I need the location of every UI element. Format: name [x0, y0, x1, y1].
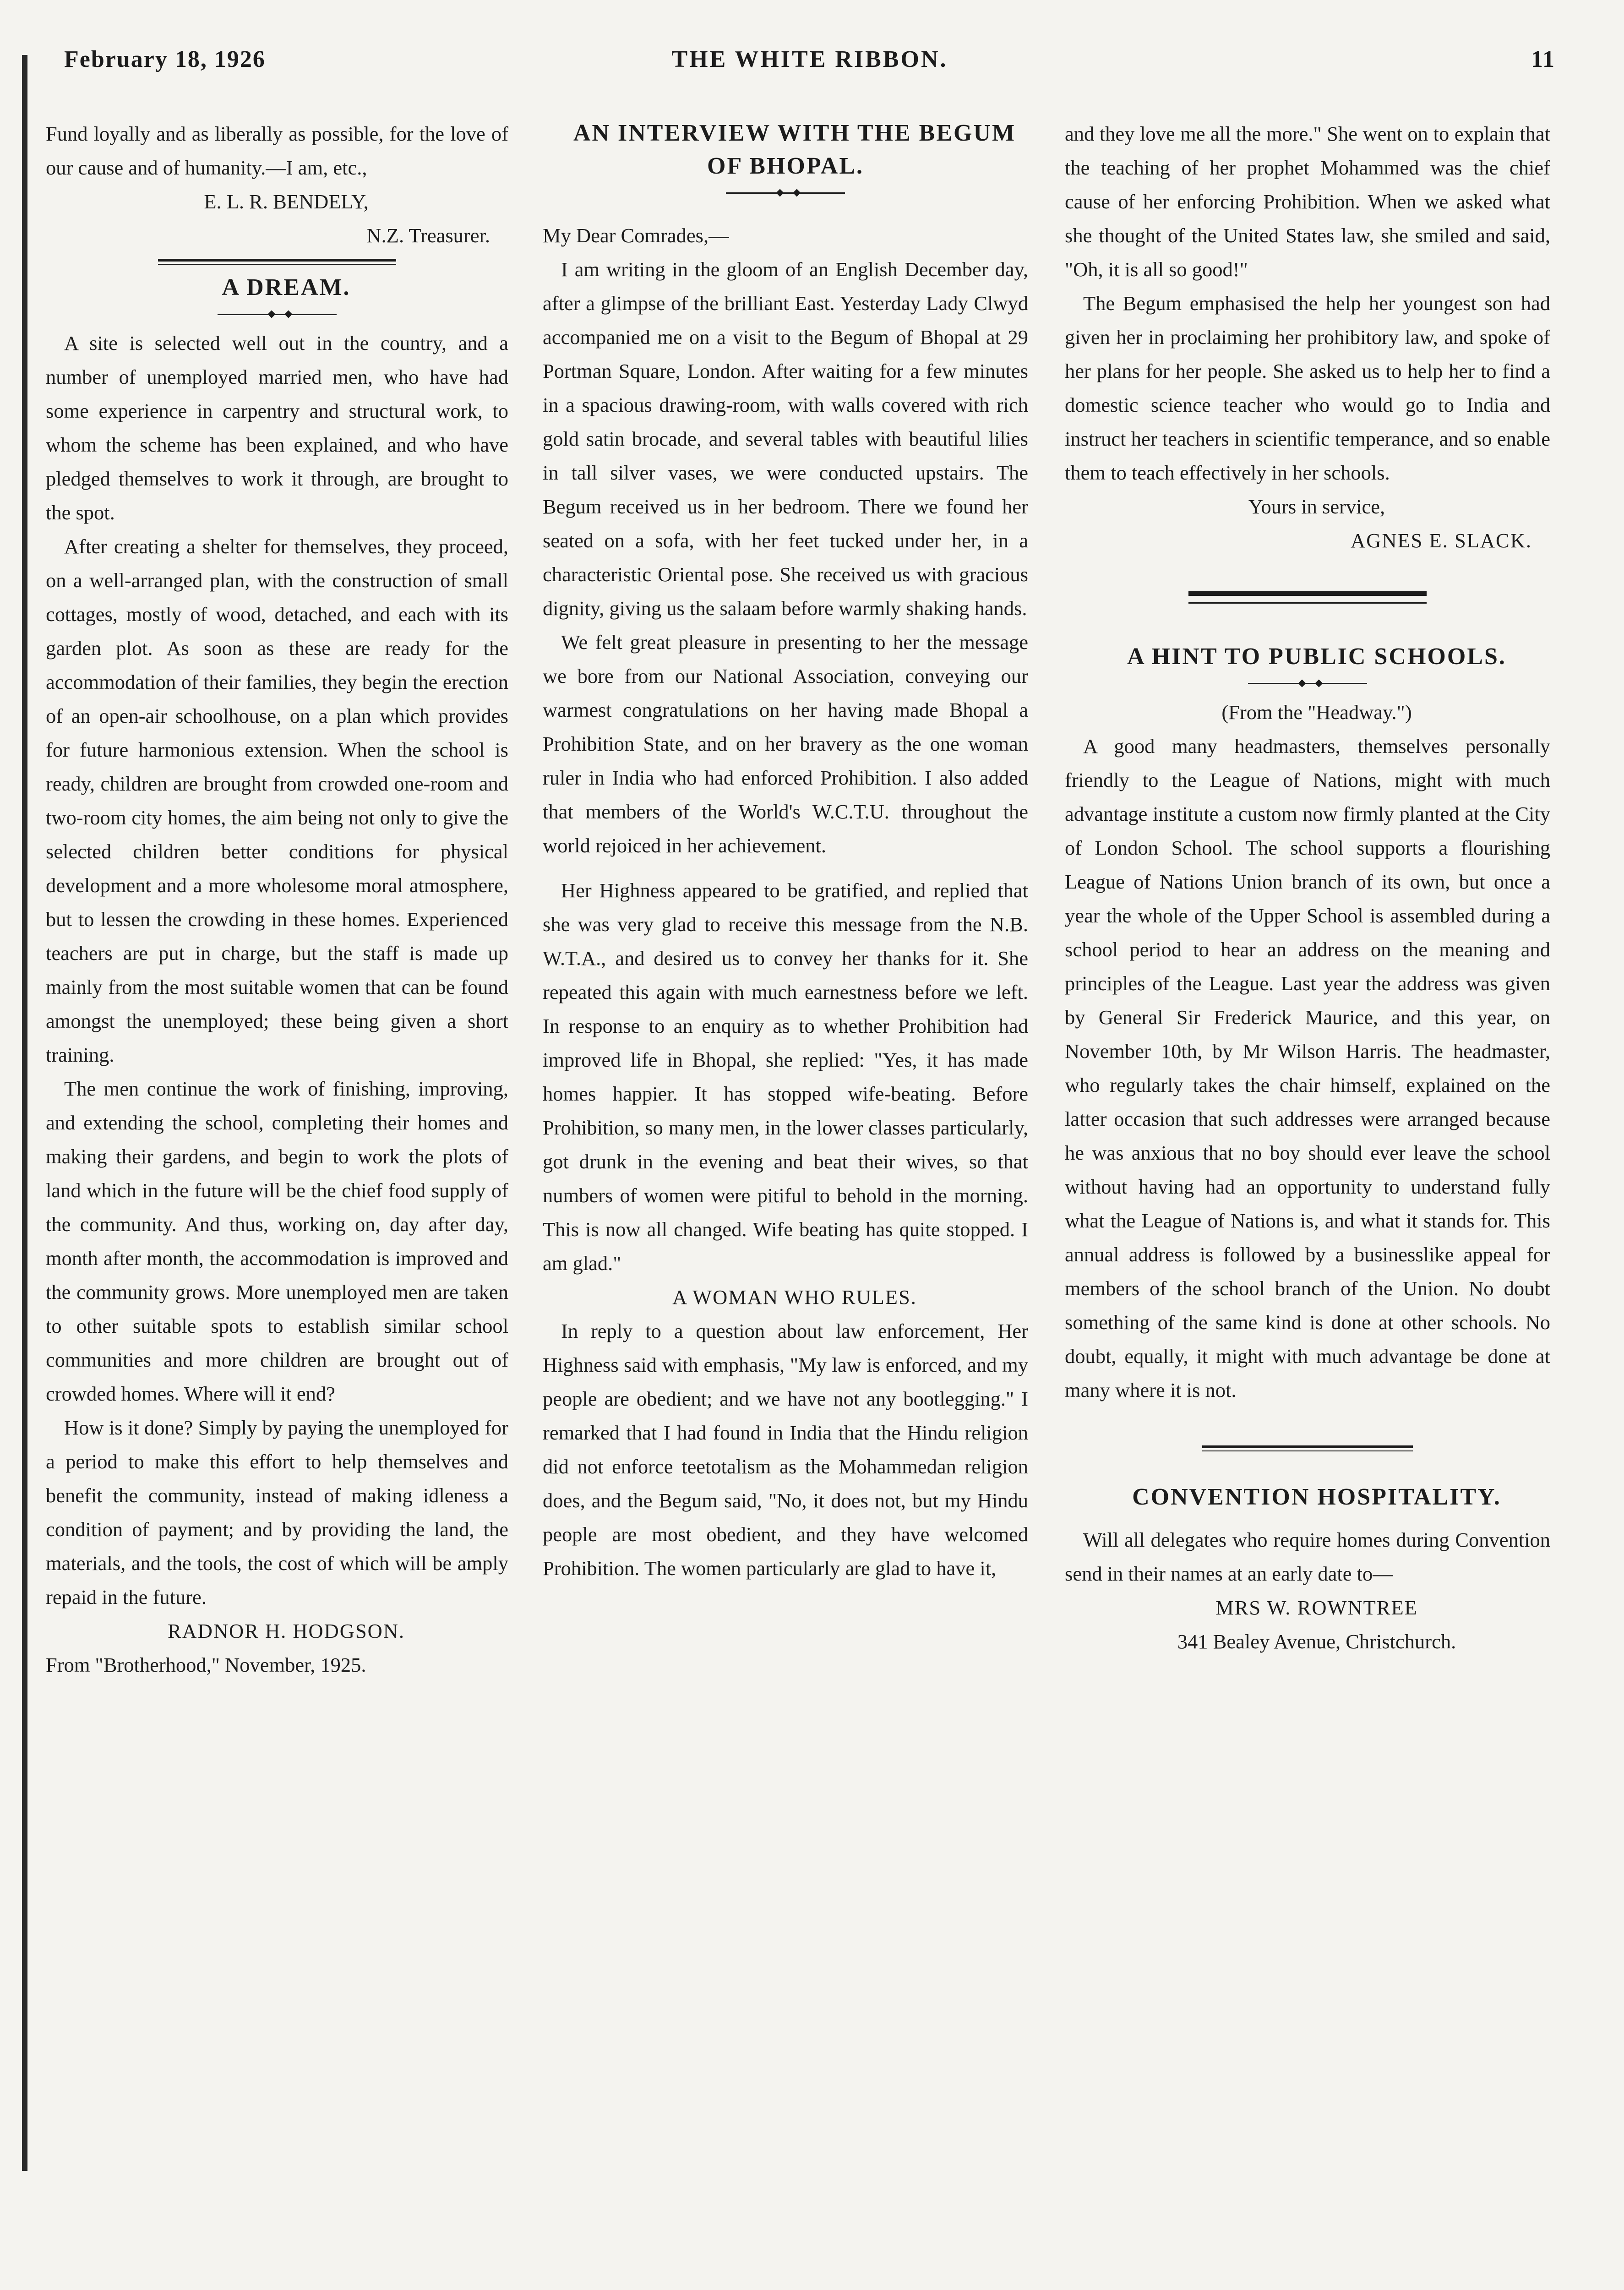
dream-paragraph-2: After creating a shelter for themselves, they proceed, on a well-arranged plan, with the construction of small cottages, mostly of wood, detached, and each with its garden plot. As soon as these are ready for the accommodation of their families, they begin the erection of an open-air schoolhouse, on a plan which provides for future harmonious extension. When the school is ready, children are brought from crowded one-room and two-room city homes, the aim being not only to give the selected children better conditions for physical development and a more wholesome moral atmosphere, but to lessen the crowding in these homes. Experienced teachers are put in charge, but the staff is made up mainly from the most suitable women that can be found amongst the unemployed; these being given a short training. [46, 535, 508, 1066]
hint-source: (From the "Headway.") [1221, 701, 1412, 724]
begum-continued-1: and they love me all the more." She went on to explain that the teaching of her prophet Mohammed was the chief cause of her enforcing Prohibition. When we asked what she thought of the United States law, she smiled and said, "Oh, it is all so good!" [1065, 122, 1550, 281]
section-divider [158, 259, 396, 265]
dream-signature: RADNOR H. HODGSON. [167, 1619, 405, 1642]
convention-address: 341 Bealey Avenue, Christchurch. [1177, 1630, 1456, 1653]
title-ornament [726, 190, 845, 196]
begum-paragraph-2: We felt great pleasure in presenting to her the message we bore from our National Association, conveying our warmest congratulations on her having made Bhopal a Prohibition State, and on her bravery as the one woman ruler in India who had enforced Prohibition. I also added that members of the World's W.C.T.U. throughout the world rejoiced in her achievement. [543, 631, 1028, 857]
page-number: 11 [1531, 46, 1555, 72]
begum-salutation: My Dear Comrades,— [543, 224, 729, 247]
intro-text: Fund loyally and as liberally as possible, for the love of our cause and of humanity.—I am, etc., [46, 122, 508, 179]
left-margin-rule [22, 55, 27, 2171]
column-3 [1065, 117, 1550, 1658]
begum-paragraph-4: In reply to a question about law enforcement, Her Highness said with emphasis, "My law is enforced, and my people are obedient; and we have not any bootlegging." I remarked that I had found in India that the Hindu religion did not enforce teetotalism as the Mohammedan religion does, and the Begum said, "No, it does not, but my Hindu people are most obedient, and they have welcomed Prohibition. The women particularly are glad to have it, [543, 1319, 1028, 1580]
hint-title: A HINT TO PUBLIC SCHOOLS. [1127, 643, 1506, 670]
intro-signature-title: N.Z. Treasurer. [366, 224, 490, 247]
begum-paragraph-3: Her Highness appeared to be gratified, and replied that she was very glad to receive this message from the N.B. W.T.A., and desired us to convey her thanks for it. She repeated this again with much earnestness before we left. In response to an enquiry as to whether Prohibition had improved life in Bhopal, she replied: "Yes, it has made homes happier. It has stopped wife-beating. Before Prohibition, so many men, in the lower classes particularly, got drunk in the evening and beat their wives, so that numbers of women were pitiful to behold in the morning. This is now all changed. Wife beating has quite stopped. I am glad." [543, 879, 1028, 1275]
dream-paragraph-4: How is it done? Simply by paying the unemployed for a period to make this effort to help themselves and benefit the community, instead of making idleness a condition of payment; and by providing the land, the materials, and the tools, the cost of which will be amply repaid in the future. [46, 1416, 508, 1608]
column-2 [543, 117, 1028, 1585]
section-divider [1188, 591, 1427, 596]
begum-continued-2: The Begum emphasised the help her youngest son had given her in proclaiming her prohibitory law, and spoke of her plans for her people. She asked us to help her to find a domestic science teacher who would go to India and instruct her teachers in scientific temperance, and so enable them to teach effectively in her schools. [1065, 292, 1550, 484]
convention-name: MRS W. ROWNTREE [1215, 1596, 1418, 1619]
dream-title: A DREAM. [222, 274, 351, 300]
begum-title: AN INTERVIEW WITH THE BEGUM OF BHOPAL. [573, 120, 1016, 179]
section-divider-thin [1188, 602, 1427, 604]
title-ornament [1248, 681, 1367, 686]
dream-paragraph-3: The men continue the work of finishing, improving, and extending the school, completing their homes and making their gardens, and begin to work the plots of land which in the future will be the chief food supply of the community. And thus, working on, day after day, month after month, the accommodation is improved and the community grows. More unemployed men are taken to other suitable spots to establish similar school communities and more children are brought out of crowded homes. Where will it end? [46, 1077, 508, 1405]
letter-signature: AGNES E. SLACK. [1351, 529, 1532, 552]
title-ornament [218, 311, 337, 317]
header-title: THE WHITE RIBBON. [671, 46, 948, 72]
intro-signature-name: E. L. R. BENDELY, [204, 190, 369, 213]
column-1 [46, 117, 508, 1682]
dream-source: From "Brotherhood," November, 1925. [46, 1653, 366, 1676]
dream-paragraph-1: A site is selected well out in the country, and a number of unemployed married men, who have had some experience in carpentry and structural work, to whom the scheme has been explained, and who have pledged themselves to work it through, are brought to the spot. [46, 332, 508, 524]
hint-paragraph: A good many headmasters, themselves personally friendly to the League of Nations, might with much advantage institute a custom now firmly planted at the City of London School. The school supports a flourishing League of Nations Union branch of its own, but once a year the whole of the Upper School is assembled during a school period to hear an address on the meaning and principles of the League. Last year the address was given by General Sir Frederick Maurice, and this year, on November 10th, by Mr Wilson Harris. The headmaster, who regularly takes the chair himself, explained on the latter occasion that such addresses were arranged because he was anxious that no boy should ever leave the school without having had an opportunity to understand fully what the League of Nations is, and what it stands for. This annual address is followed by a businesslike appeal for members of the school branch of the Union. No doubt something of the same kind is done at other schools. No doubt, equally, it might with much advantage be done at many where it is not. [1065, 735, 1550, 1401]
convention-title: CONVENTION HOSPITALITY. [1132, 1484, 1501, 1510]
convention-paragraph: Will all delegates who require homes during Convention send in their names at an early date to— [1065, 1528, 1550, 1585]
letter-closing: Yours in service, [1248, 495, 1385, 518]
begum-paragraph-1: I am writing in the gloom of an English December day, after a glimpse of the brilliant East. Yesterday Lady Clwyd accompanied me on a visit to the Begum of Bhopal at 29 Portman Square, London. After waiting for a few minutes in a spacious drawing-room, with walls covered with rich gold satin brocade, and several tables with beautiful lilies in tall silver vases, we were conducted upstairs. The Begum received us in her bedroom. There we found her seated on a sofa, with her feet tucked under her, in a characteristic Oriental pose. She received us with gracious dignity, giving us the salaam before warmly shaking hands. [543, 258, 1028, 620]
begum-subheading: A WOMAN WHO RULES. [672, 1286, 917, 1309]
page-header [64, 46, 1555, 82]
section-divider [1202, 1445, 1413, 1451]
header-date: February 18, 1926 [64, 46, 266, 72]
